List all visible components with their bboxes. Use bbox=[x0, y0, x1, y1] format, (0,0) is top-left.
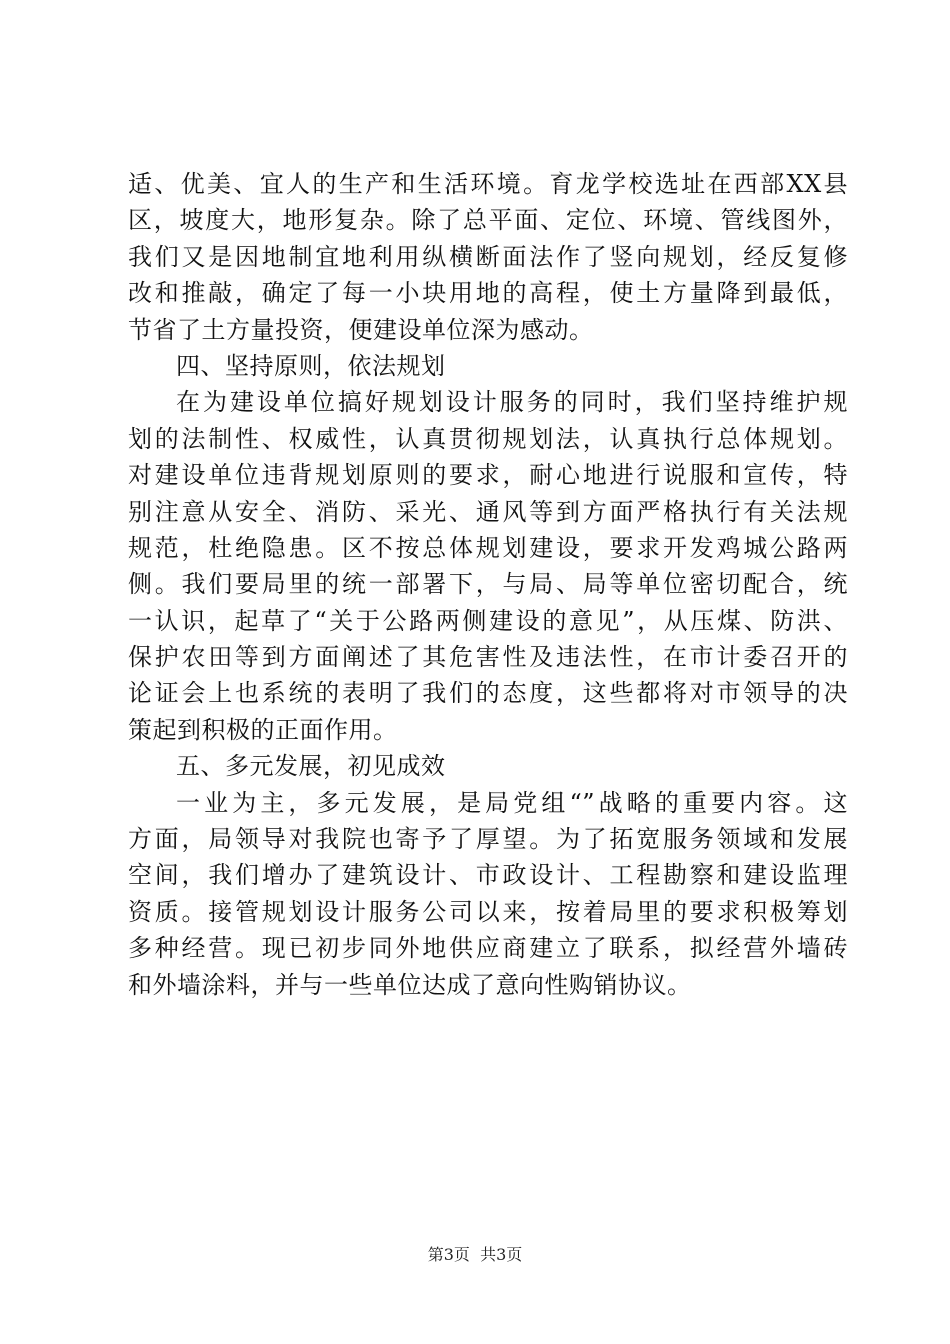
text-line: 策起到积极的正面作用。 bbox=[128, 715, 398, 744]
page-footer bbox=[0, 1242, 950, 1265]
section-heading: 四、坚持原则，依法规划 bbox=[176, 351, 446, 380]
text-line: 适、优美、宜人的生产和生活环境。育龙学校选址在西部XX县 bbox=[128, 170, 848, 198]
section-heading: 五、多元发展，初见成效 bbox=[176, 752, 446, 781]
text-line: 和外墙涂料，并与一些单位达成了意向性购销协议。 bbox=[128, 970, 692, 999]
text-line: 改和推敲，确定了每一小块用地的高程，使土方量降到最低， bbox=[128, 279, 848, 308]
text-line: 保护农田等到方面阐述了其危害性及违法性，在市计委召开的 bbox=[128, 643, 848, 672]
text-line: 论证会上也系统的表明了我们的态度，这些都将对市领导的决 bbox=[128, 679, 848, 708]
text-line: 在为建设单位搞好规划设计服务的同时，我们坚持维护规 bbox=[176, 388, 848, 417]
text-line: 方面，局领导对我院也寄予了厚望。为了拓宽服务领域和发展 bbox=[128, 825, 848, 854]
text-line: 规范，杜绝隐患。区不按总体规划建设，要求开发鸡城公路两 bbox=[128, 533, 848, 562]
text-line: 多种经营。现已初步同外地供应商建立了联系，拟经营外墙砖 bbox=[128, 934, 848, 963]
text-line: 侧。我们要局里的统一部署下，与局、局等单位密切配合，统 bbox=[128, 570, 848, 599]
text-line: 对建设单位违背规划原则的要求，耐心地进行说服和宣传，特 bbox=[128, 461, 848, 490]
text-line: 一认识，起草了“关于公路两侧建设的意见”，从压煤、防洪、 bbox=[128, 606, 848, 635]
body-text bbox=[128, 166, 848, 1003]
text-line: 空间，我们增办了建筑设计、市政设计、工程勘察和建设监理 bbox=[128, 861, 848, 890]
text-line: 一业为主，多元发展，是局党组“”战略的重要内容。这 bbox=[176, 788, 848, 817]
text-line: 我们又是因地制宜地利用纵横断面法作了竖向规划，经反复修 bbox=[128, 242, 848, 271]
text-line: 划的法制性、权威性，认真贯彻规划法，认真执行总体规划。 bbox=[128, 424, 848, 453]
text-line: 区，坡度大，地形复杂。除了总平面、定位、环境、管线图外， bbox=[128, 206, 848, 235]
text-line: 节省了土方量投资，便建设单位深为感动。 bbox=[128, 315, 594, 344]
text-line: 别注意从安全、消防、采光、通风等到方面严格执行有关法规 bbox=[128, 497, 848, 526]
page-number: 第3页 共3页 bbox=[427, 1245, 523, 1264]
text-line: 资质。接管规划设计服务公司以来，按着局里的要求积极筹划 bbox=[128, 897, 848, 926]
